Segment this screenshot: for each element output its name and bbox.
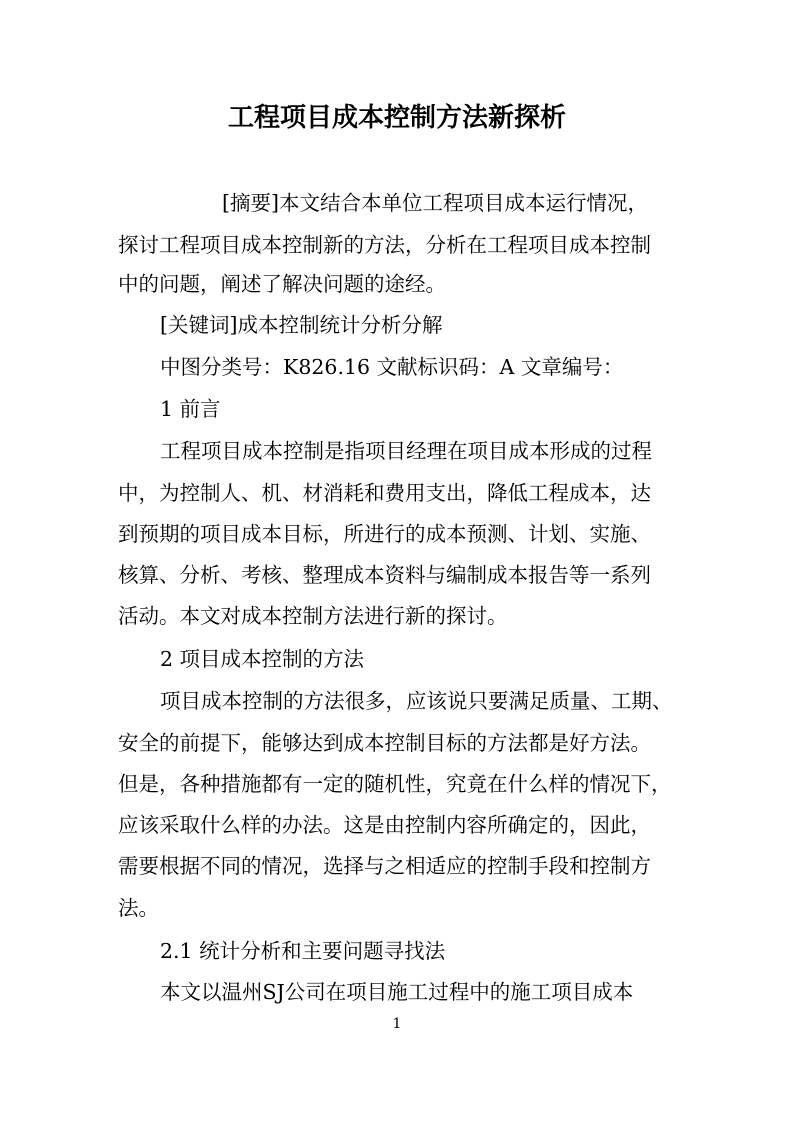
section-heading-2: 2 项目成本控制的方法 [160,647,365,671]
paragraph-2-line-5: 需要根据不同的情况，选择与之相适应的控制手段和控制方 [118,854,651,878]
page-number: 1 [392,1016,402,1032]
paragraph-1-line-2: 中，为控制人、机、材消耗和费用支出，降低工程成本，达 [118,481,651,505]
abstract-line-2: 探讨工程项目成本控制新的方法，分析在工程项目成本控制 [118,233,651,257]
keywords-line: [关键词]成本控制统计分析分解 [160,313,443,337]
abstract-line-1: [摘要]本文结合本单位工程项目成本运行情况， [222,191,648,215]
paragraph-3-line-1: 本文以温州SJ公司在项目施工过程中的施工项目成本 [160,980,634,1004]
abstract-line-3: 中的问题，阐述了解决问题的途经。 [118,272,446,296]
paragraph-2-line-3: 但是，各种措施都有一定的随机性，究竟在什么样的情况下， [118,772,672,796]
paragraph-2-line-4: 应该采取什么样的办法。这是由控制内容所确定的，因此， [118,813,651,837]
paragraph-1-line-4: 核算、分析、考核、整理成本资料与编制成本报告等一系列 [118,563,651,587]
document-title: 工程项目成本控制方法新探析 [227,103,566,133]
paragraph-2-line-6: 法。 [118,896,159,920]
subsection-heading-2-1: 2.1 统计分析和主要问题寻找法 [160,939,446,963]
paragraph-2-line-1: 项目成本控制的方法很多，应该说只要满足质量、工期、 [160,689,673,713]
paragraph-1-line-3: 到预期的项目成本目标，所进行的成本预测、计划、实施、 [118,522,651,546]
section-heading-1: 1 前言 [160,397,221,421]
paragraph-2-line-2: 安全的前提下，能够达到成本控制目标的方法都是好方法。 [118,731,651,755]
paragraph-1-line-5: 活动。本文对成本控制方法进行新的探讨。 [118,604,508,628]
paragraph-1-line-1: 工程项目成本控制是指项目经理在项目成本形成的过程 [160,439,652,463]
classification-line: 中图分类号：K826.16 文献标识码：A 文章编号： [160,355,624,379]
